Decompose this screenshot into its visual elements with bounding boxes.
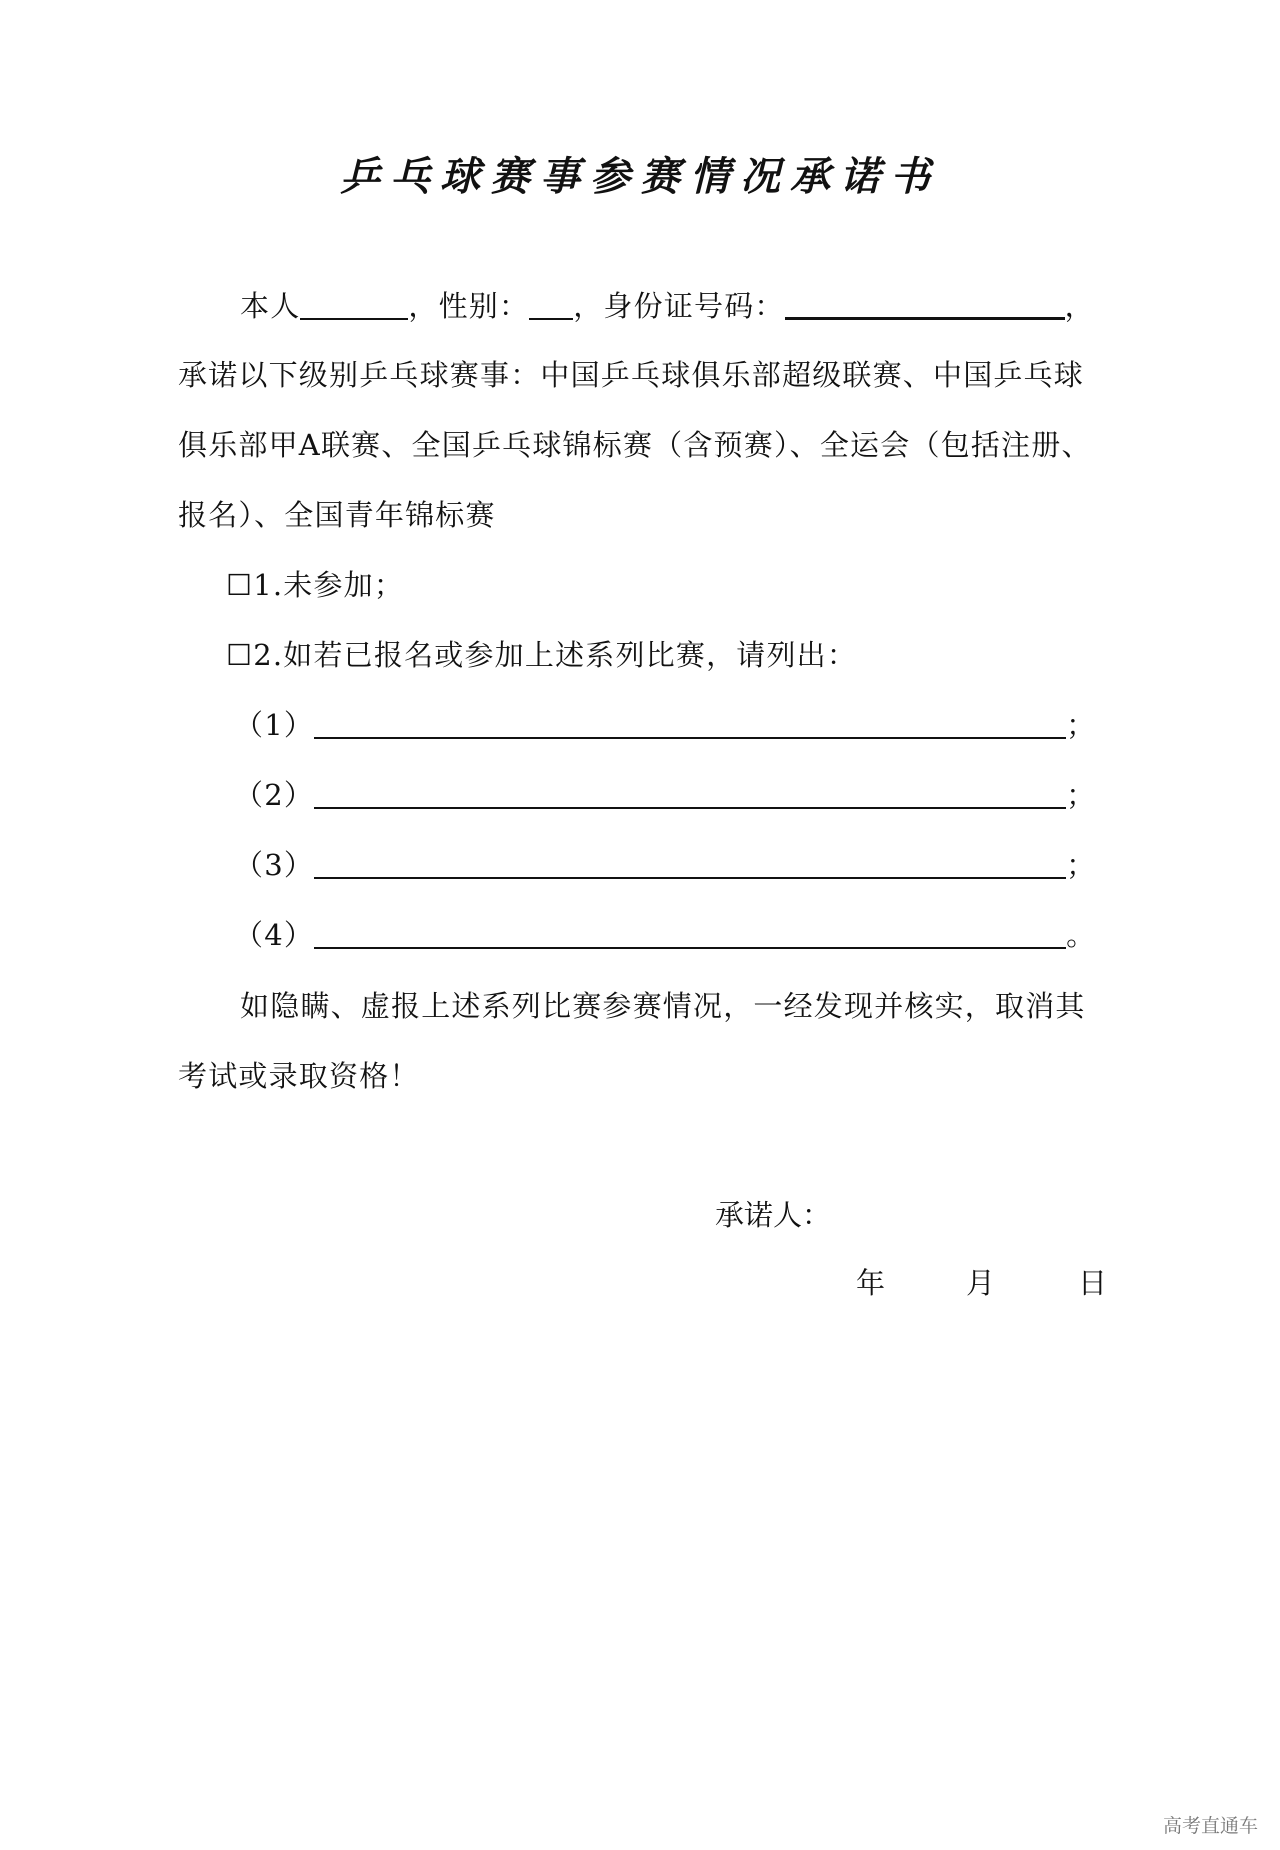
intro-line-2: 承诺以下级别乒乓球赛事：中国乒乓球俱乐部超级联赛、中国乒乓球 <box>178 358 1085 392</box>
watermark: 高考直通车 <box>1162 1815 1258 1837</box>
option-participated <box>226 635 1156 675</box>
option-label: 1.未参加； <box>253 568 405 602</box>
checkbox-icon[interactable]: ☐ <box>226 568 254 602</box>
intro-line-4: 报名）、全国青年锦标赛 <box>178 498 496 532</box>
month-label: 月 <box>966 1266 996 1300</box>
item-number: （4） <box>234 918 315 952</box>
year-label: 年 <box>856 1266 886 1300</box>
option-label: 2.如若已报名或参加上述系列比赛，请列出： <box>253 638 858 672</box>
item-blank[interactable] <box>314 707 1066 739</box>
id-label: ，身份证号码： <box>573 289 785 323</box>
item-number: （1） <box>234 708 315 742</box>
warning-line-1: 如隐瞒、虚报上述系列比赛参赛情况，一经发现并核实，取消其 <box>240 989 1086 1023</box>
checkbox-icon[interactable]: ☐ <box>226 638 254 672</box>
item-end: ； <box>1066 848 1097 882</box>
list-item <box>234 775 1164 815</box>
item-blank[interactable] <box>314 917 1066 949</box>
option-not-participated <box>226 565 1156 605</box>
item-end: 。 <box>1066 918 1097 952</box>
item-end: ； <box>1066 708 1097 742</box>
gender-label: ，性别： <box>408 289 530 323</box>
list-item <box>234 845 1164 885</box>
id-number-blank[interactable] <box>785 287 1065 320</box>
list-item <box>234 705 1164 745</box>
gender-blank[interactable] <box>529 288 573 320</box>
promiser-label: 承诺人： <box>715 1198 832 1232</box>
list-item <box>234 915 1164 955</box>
warning-line-2: 考试或录取资格！ <box>178 1059 420 1093</box>
item-number: （2） <box>234 778 315 812</box>
intro-line-3: 俱乐部甲A联赛、全国乒乓球锦标赛（含预赛）、全运会（包括注册、 <box>178 428 1092 462</box>
item-blank[interactable] <box>314 777 1066 809</box>
item-number: （3） <box>234 848 315 882</box>
intro-line-1 <box>178 286 1108 326</box>
document-title: 乒乓球赛事参赛情况承诺书 <box>340 153 940 200</box>
item-blank[interactable] <box>314 847 1066 879</box>
self-label: 本人 <box>240 289 301 323</box>
comma: ， <box>1064 289 1095 323</box>
item-end: ； <box>1066 778 1097 812</box>
name-blank[interactable] <box>300 288 408 320</box>
day-label: 日 <box>1078 1266 1108 1300</box>
